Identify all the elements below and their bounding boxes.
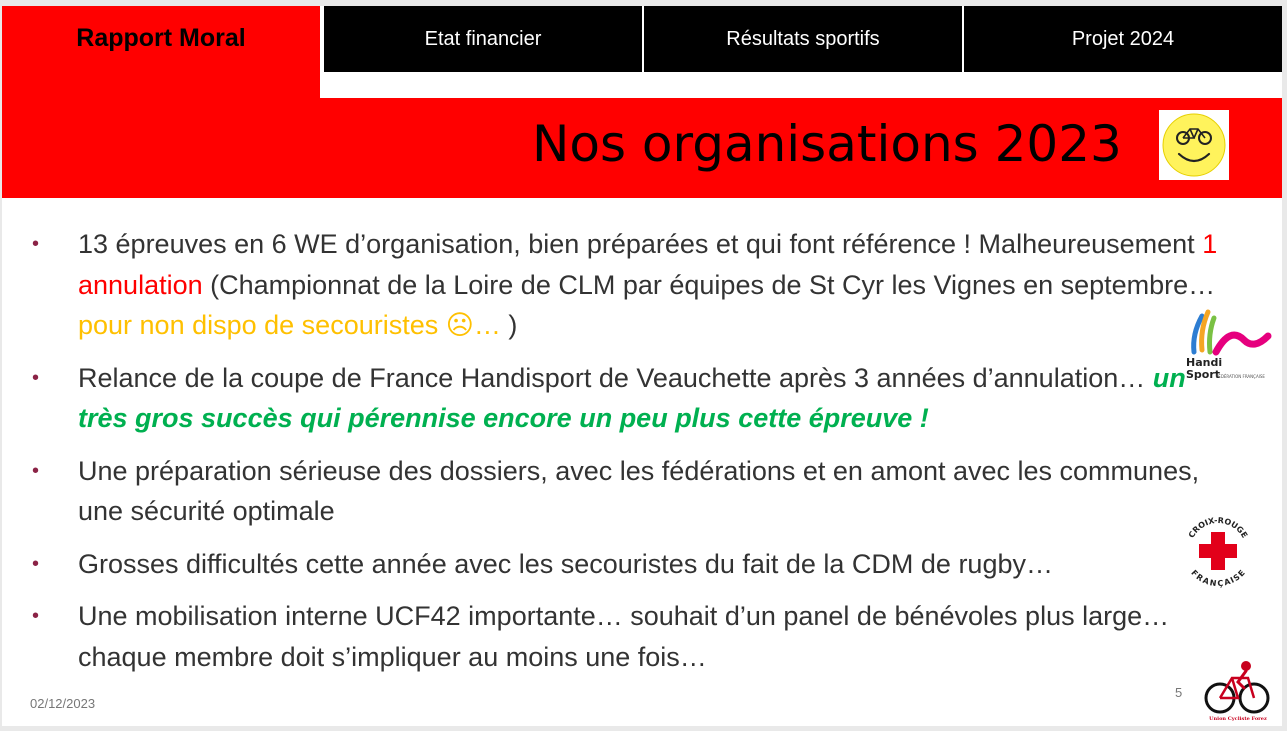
slide-title: Nos organisations 2023 [532, 115, 1122, 173]
svg-text:Sport: Sport [1186, 368, 1221, 381]
bullet-text: Grosses difficultés cette année avec les secouristes du fait de la CDM de rugby… [78, 548, 1053, 579]
bullet-list [32, 224, 1232, 689]
bullet-dot: • [32, 605, 40, 627]
bullet-text: Relance de la coupe de France Handisport de Veauchette après 3 années d’annulation… [78, 362, 1153, 393]
svg-text:Union Cycliste Forez: Union Cycliste Forez [1209, 716, 1267, 722]
tab-label: Résultats sportifs [726, 27, 880, 50]
bullet-dot: • [32, 366, 40, 389]
tab-label: Projet 2024 [1071, 27, 1175, 50]
slide-date: 02/12/2023 [30, 696, 96, 711]
tab-projet-2024[interactable] [964, 6, 1282, 72]
bullet-item [32, 596, 1232, 677]
tab-etat-financier[interactable] [324, 6, 642, 72]
ucf-cycling-logo [1202, 656, 1274, 722]
bullet-item [32, 358, 1232, 439]
page-number: 5 [1175, 685, 1183, 700]
section-tabs [2, 6, 1282, 98]
bullet-text: Une mobilisation interne UCF42 importante… souhait d’un panel de bénévoles plus large… chaque membre doit s’impliquer au moins une fois… [78, 601, 1170, 672]
tab-label: Etat financier [424, 27, 542, 50]
slide [2, 6, 1282, 726]
bullet-item [32, 544, 1232, 585]
bullet-dot: • [32, 552, 40, 575]
bullet-text: ) [508, 310, 518, 340]
bullet-text: un très gros succès qui pérennise encore un peu plus cette épreuve ! [78, 362, 1186, 433]
bullet-text: (Championnat de la Loire de CLM par équipes de St Cyr les Vignes en septembre… [202, 269, 1216, 300]
svg-text:FRANÇAISE: FRANÇAISE [1189, 568, 1247, 589]
bullet-text: 1 annulation [78, 229, 1218, 300]
croix-rouge-logo [1178, 511, 1258, 591]
svg-text:CROIX-ROUGE: CROIX-ROUGE [1186, 515, 1250, 540]
title-banner [2, 98, 1282, 198]
bullet-dot: • [32, 459, 40, 482]
bullet-text: pour non dispo de secouristes ☹… [78, 310, 509, 340]
bullet-text: 13 épreuves en 6 WE d’organisation, bien préparées et qui font référence ! Malheureusement [78, 229, 1203, 259]
handisport-logo [1180, 306, 1272, 392]
bullet-item [32, 224, 1232, 346]
tab-label: Rapport Moral [76, 24, 246, 52]
bullet-text: Une préparation sérieuse des dossiers, avec les fédérations et en amont avec les communes, une sécurité optimale [78, 455, 1200, 526]
svg-text:Handi: Handi [1186, 356, 1223, 369]
smiley-bike-logo [1159, 110, 1229, 180]
tab-rapport-moral[interactable] [2, 6, 320, 98]
svg-text:FÉDÉRATION FRANÇAISE: FÉDÉRATION FRANÇAISE [1216, 374, 1265, 379]
bullet-dot: • [32, 233, 40, 255]
tab-resultats-sportifs[interactable] [644, 6, 962, 72]
bullet-item [32, 451, 1232, 532]
